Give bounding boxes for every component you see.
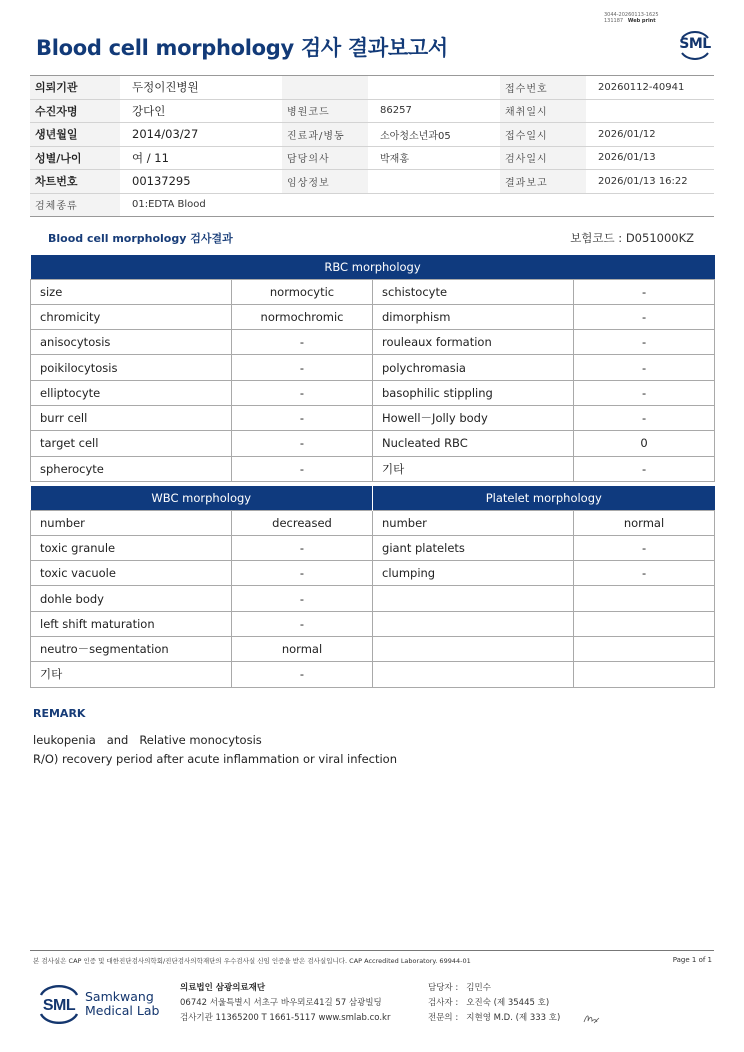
test-result: - [232,330,373,355]
test-result: - [232,405,373,430]
info-label: 병원코드 [282,99,368,123]
test-result: - [574,456,715,481]
result-row [31,535,715,560]
info-row [30,76,714,100]
test-result: - [574,279,715,304]
report-title: Blood cell morphology 검사 결과보고서 [36,36,448,60]
info-value: 여 / 11 [120,146,282,170]
info-value: 2026/01/13 [586,146,714,170]
info-label: 결과보고 [500,170,586,194]
test-result: - [232,456,373,481]
test-result: - [574,561,715,586]
footer-divider [30,950,714,951]
test-result: normocytic [232,279,373,304]
print-code-line1: 3044-20260113-1625 [604,12,659,18]
samkwang-logo [36,984,82,1024]
result-row [31,510,715,535]
samkwang-logo-text: Samkwang Medical Lab [85,989,160,1018]
wbc-platelet-table [30,486,715,688]
test-name: spherocyte [31,456,232,481]
test-name: toxic granule [31,535,232,560]
result-row [31,279,715,304]
test-name: left shift maturation [31,611,232,636]
info-value [368,76,500,100]
test-result: normal [574,510,715,535]
staff-tester: 검사자 : 오진숙 (제 35445 호) [428,998,550,1008]
test-name [373,586,574,611]
sml-logo: SML [676,28,714,62]
institution-info [180,981,390,1026]
test-name: elliptocyte [31,380,232,405]
test-name: poikilocytosis [31,355,232,380]
test-name: chromicity [31,304,232,329]
test-result: normal [232,636,373,661]
staff-manager: 담당자 : 김민수 [428,983,491,993]
specimen-value: 01:EDTA Blood [120,193,714,217]
remark-title: REMARK [33,707,86,720]
test-result [574,586,715,611]
info-value: 소아청소년과05 [368,123,500,147]
test-result [574,662,715,687]
institution-address: 06742 서울특별시 서초구 바우뫼로41길 57 삼광빌딩 [180,998,382,1008]
test-result: 0 [574,431,715,456]
test-name: Howell－Jolly body [373,405,574,430]
test-name: Nucleated RBC [373,431,574,456]
institution-name: 의료법인 삼광의료재단 [180,983,266,993]
info-label: 검사일시 [500,146,586,170]
info-value: 강다인 [120,99,282,123]
result-row [31,456,715,481]
info-label: 채취일시 [500,99,586,123]
info-label: 수진자명 [30,99,120,123]
test-result: - [232,355,373,380]
test-result: - [574,355,715,380]
rbc-morphology-table [30,255,715,482]
info-label: 차트번호 [30,170,120,194]
info-value: 두정이진병원 [120,76,282,100]
remark-line: R/O) recovery period after acute inflammation or viral infection [33,752,398,766]
test-result: - [232,535,373,560]
info-value [586,99,714,123]
info-value: 86257 [368,99,500,123]
info-label: 성별/나이 [30,146,120,170]
wbc-header: WBC morphology [31,486,373,510]
test-result [574,636,715,661]
test-result: - [232,380,373,405]
info-label: 생년월일 [30,123,120,147]
info-value: 00137295 [120,170,282,194]
test-name: dimorphism [373,304,574,329]
result-row [31,380,715,405]
accreditation-note: 본 검사실은 CAP 인증 및 대한진단검사의학회/진단검사의학재단의 우수검사실 신임 인증을 받은 검사실입니다. CAP Accredited Laboratory. 69944-01 [33,957,471,965]
info-row [30,146,714,170]
test-name: number [373,510,574,535]
test-name: 기타 [373,456,574,481]
specimen-label: 검체종류 [30,193,120,217]
result-row [31,561,715,586]
info-label: 접수일시 [500,123,586,147]
info-label [282,76,368,100]
test-name: target cell [31,431,232,456]
test-result: decreased [232,510,373,535]
info-value: 20260112-40941 [586,76,714,100]
info-value: 2026/01/13 16:22 [586,170,714,194]
test-name: 기타 [31,662,232,687]
test-name: number [31,510,232,535]
info-row [30,123,714,147]
test-result: - [232,561,373,586]
staff-info [428,981,560,1026]
test-name: giant platelets [373,535,574,560]
info-value: 2026/01/12 [586,123,714,147]
test-name: anisocytosis [31,330,232,355]
info-label: 담당의사 [282,146,368,170]
staff-specialist: 전문의 : 지현영 M.D. (제 333 호) [428,1013,561,1023]
print-code-line2: 131187 Web print [604,18,656,24]
info-label: 의뢰기관 [30,76,120,100]
test-name: burr cell [31,405,232,430]
result-row [31,431,715,456]
result-row [31,304,715,329]
info-label: 임상정보 [282,170,368,194]
result-row [31,636,715,661]
test-name [373,662,574,687]
test-result: - [574,405,715,430]
remark-line: leukopenia and Relative monocytosis [33,733,262,747]
test-name: schistocyte [373,279,574,304]
test-name: polychromasia [373,355,574,380]
test-result: - [232,662,373,687]
info-row [30,170,714,194]
page-number: Page 1 of 1 [672,956,712,964]
test-name: neutro－segmentation [31,636,232,661]
test-name: clumping [373,561,574,586]
signature-icon [582,1010,602,1026]
test-name: toxic vacuole [31,561,232,586]
svg-text:SML: SML [42,997,76,1014]
test-result [574,611,715,636]
info-label: 접수번호 [500,76,586,100]
info-label: 진료과/병동 [282,123,368,147]
print-code [604,12,659,24]
test-result: - [232,611,373,636]
info-value: 2014/03/27 [120,123,282,147]
test-name: size [31,279,232,304]
platelet-header: Platelet morphology [373,486,715,510]
test-result: - [574,330,715,355]
test-name: rouleaux formation [373,330,574,355]
test-name [373,611,574,636]
info-row [30,193,714,217]
info-row [30,99,714,123]
result-row [31,330,715,355]
info-value: 박재홍 [368,146,500,170]
test-name: dohle body [31,586,232,611]
result-row [31,355,715,380]
test-result: - [574,380,715,405]
test-result: - [574,304,715,329]
insurance-code: 보험코드 : D051000KZ [570,231,694,245]
result-section-title: Blood cell morphology 검사결과 [48,232,233,245]
test-result: - [232,586,373,611]
result-row [31,405,715,430]
test-name [373,636,574,661]
test-result: - [232,431,373,456]
institution-contact: 검사기관 11365200 T 1661-5117 www.smlab.co.kr [180,1013,391,1023]
result-row [31,662,715,687]
remark-text [33,731,397,769]
info-value [368,170,500,194]
test-result: - [574,535,715,560]
result-section-header [30,226,714,248]
result-row [31,611,715,636]
test-result: normochromic [232,304,373,329]
result-row [31,586,715,611]
test-name: basophilic stippling [373,380,574,405]
patient-info-table [30,75,714,217]
rbc-header: RBC morphology [31,255,715,279]
